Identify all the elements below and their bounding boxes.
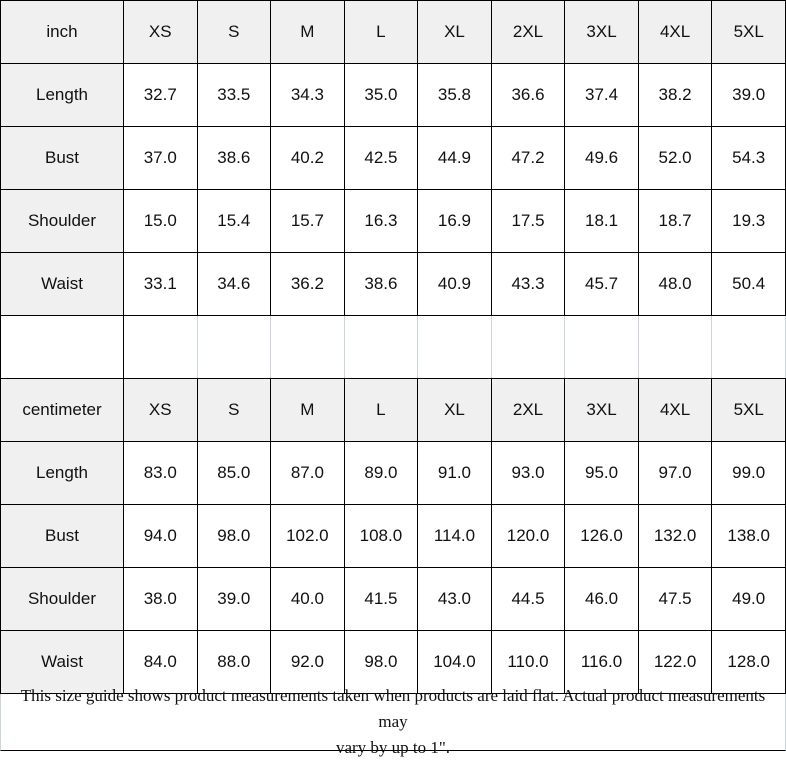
measurement-cell: 40.2 (271, 127, 345, 190)
measurement-cell: 88.0 (197, 631, 271, 694)
measurement-cell: 87.0 (271, 442, 345, 505)
spacer-cell (197, 316, 271, 379)
size-header-cell: XS (124, 379, 198, 442)
measurement-cell: 89.0 (344, 442, 418, 505)
measurement-cell: 45.7 (565, 253, 639, 316)
size-header-cell: 3XL (565, 1, 639, 64)
table-row (1, 253, 786, 316)
unit-header-cell: inch (1, 1, 124, 64)
header-row (1, 1, 786, 64)
measurement-cell: 108.0 (344, 505, 418, 568)
measurement-cell: 116.0 (565, 631, 639, 694)
measurement-cell: 36.6 (491, 64, 565, 127)
measurement-cell: 37.0 (124, 127, 198, 190)
spacer-cell (418, 316, 492, 379)
size-header-cell: L (344, 1, 418, 64)
measurement-cell: 33.1 (124, 253, 198, 316)
unit-header-cell: centimeter (1, 379, 124, 442)
size-header-cell: 4XL (638, 379, 712, 442)
measurement-cell: 120.0 (491, 505, 565, 568)
size-header-cell: XL (418, 1, 492, 64)
size-header-cell: 3XL (565, 379, 639, 442)
measurement-cell: 138.0 (712, 505, 786, 568)
measurement-cell: 102.0 (271, 505, 345, 568)
measurement-cell: 44.9 (418, 127, 492, 190)
row-label-cell: Shoulder (1, 568, 124, 631)
size-header-cell: M (271, 379, 345, 442)
row-label-cell: Bust (1, 505, 124, 568)
measurement-cell: 35.0 (344, 64, 418, 127)
spacer-row (1, 316, 786, 379)
measurement-cell: 41.5 (344, 568, 418, 631)
table-row (1, 505, 786, 568)
measurement-cell: 49.6 (565, 127, 639, 190)
measurement-cell: 43.0 (418, 568, 492, 631)
table-row (1, 442, 786, 505)
measurement-cell: 50.4 (712, 253, 786, 316)
size-header-cell: XL (418, 379, 492, 442)
header-row (1, 379, 786, 442)
row-label-cell: Bust (1, 127, 124, 190)
measurement-cell: 99.0 (712, 442, 786, 505)
table-row (1, 568, 786, 631)
measurement-cell: 17.5 (491, 190, 565, 253)
measurement-cell: 83.0 (124, 442, 198, 505)
measurement-cell: 104.0 (418, 631, 492, 694)
footnote (0, 686, 786, 757)
measurement-cell: 19.3 (712, 190, 786, 253)
measurement-cell: 34.6 (197, 253, 271, 316)
row-label-cell: Waist (1, 253, 124, 316)
measurement-cell: 46.0 (565, 568, 639, 631)
measurement-cell: 39.0 (197, 568, 271, 631)
measurement-cell: 114.0 (418, 505, 492, 568)
measurement-cell: 54.3 (712, 127, 786, 190)
measurement-cell: 16.3 (344, 190, 418, 253)
measurement-cell: 38.6 (197, 127, 271, 190)
measurement-cell: 44.5 (491, 568, 565, 631)
size-header-cell: 2XL (491, 379, 565, 442)
measurement-cell: 128.0 (712, 631, 786, 694)
spacer-cell (491, 316, 565, 379)
measurement-cell: 38.2 (638, 64, 712, 127)
spacer-cell (638, 316, 712, 379)
spacer-cell (712, 316, 786, 379)
measurement-cell: 122.0 (638, 631, 712, 694)
measurement-cell: 33.5 (197, 64, 271, 127)
measurement-cell: 16.9 (418, 190, 492, 253)
spacer-cell (344, 316, 418, 379)
measurement-cell: 37.4 (565, 64, 639, 127)
measurement-cell: 18.7 (638, 190, 712, 253)
table-row (1, 64, 786, 127)
footnote-line: vary by up to 1". (335, 738, 451, 757)
table-row (1, 190, 786, 253)
size-header-cell: M (271, 1, 345, 64)
measurement-cell: 15.0 (124, 190, 198, 253)
footnote-line: This size guide shows product measurements taken when products are laid flat. Actual product measurements may (20, 686, 766, 731)
measurement-cell: 36.2 (271, 253, 345, 316)
measurement-cell: 94.0 (124, 505, 198, 568)
spacer-cell (124, 316, 198, 379)
measurement-cell: 98.0 (344, 631, 418, 694)
measurement-cell: 49.0 (712, 568, 786, 631)
size-header-cell: S (197, 1, 271, 64)
row-label-cell: Waist (1, 631, 124, 694)
measurement-cell: 92.0 (271, 631, 345, 694)
spacer-cell (271, 316, 345, 379)
measurement-cell: 52.0 (638, 127, 712, 190)
row-label-cell: Length (1, 64, 124, 127)
measurement-cell: 15.7 (271, 190, 345, 253)
measurement-cell: 47.2 (491, 127, 565, 190)
measurement-cell: 18.1 (565, 190, 639, 253)
measurement-cell: 15.4 (197, 190, 271, 253)
size-header-cell: L (344, 379, 418, 442)
row-label-cell: Length (1, 442, 124, 505)
measurement-cell: 98.0 (197, 505, 271, 568)
measurement-cell: 91.0 (418, 442, 492, 505)
size-header-cell: XS (124, 1, 198, 64)
measurement-cell: 93.0 (491, 442, 565, 505)
size-header-cell: 5XL (712, 1, 786, 64)
size-header-cell: 4XL (638, 1, 712, 64)
size-header-cell: S (197, 379, 271, 442)
measurement-cell: 38.6 (344, 253, 418, 316)
measurement-cell: 42.5 (344, 127, 418, 190)
measurement-cell: 40.9 (418, 253, 492, 316)
measurement-cell: 97.0 (638, 442, 712, 505)
measurement-cell: 132.0 (638, 505, 712, 568)
measurement-cell: 110.0 (491, 631, 565, 694)
measurement-cell: 85.0 (197, 442, 271, 505)
measurement-cell: 35.8 (418, 64, 492, 127)
measurement-cell: 95.0 (565, 442, 639, 505)
measurement-cell: 40.0 (271, 568, 345, 631)
measurement-cell: 43.3 (491, 253, 565, 316)
row-label-cell: Shoulder (1, 190, 124, 253)
measurement-cell: 47.5 (638, 568, 712, 631)
measurement-cell: 32.7 (124, 64, 198, 127)
measurement-cell: 84.0 (124, 631, 198, 694)
spacer-cell (1, 316, 124, 379)
measurement-cell: 48.0 (638, 253, 712, 316)
table-row (1, 127, 786, 190)
spacer-cell (565, 316, 639, 379)
measurement-cell: 126.0 (565, 505, 639, 568)
size-header-cell: 5XL (712, 379, 786, 442)
measurement-cell: 34.3 (271, 64, 345, 127)
measurement-cell: 38.0 (124, 568, 198, 631)
size-header-cell: 2XL (491, 1, 565, 64)
measurement-cell: 39.0 (712, 64, 786, 127)
